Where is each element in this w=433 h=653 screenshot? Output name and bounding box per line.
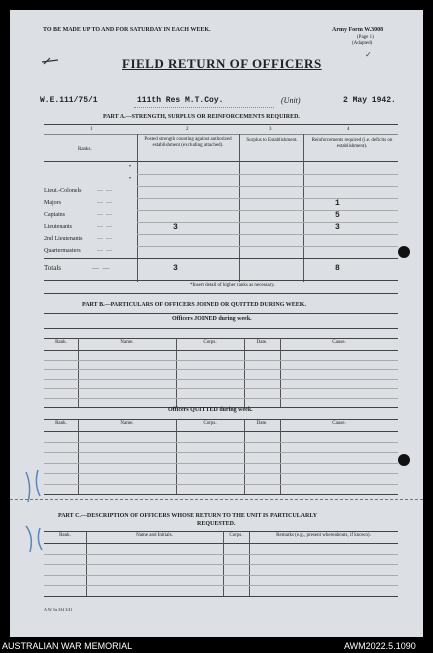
rank-dashes: — — <box>97 224 112 230</box>
quitted-col-header: Corps. <box>203 421 217 426</box>
col-number-1: 1 <box>90 127 93 132</box>
part-c-col-header: Remarks (e.g., present whereabouts, if known). <box>276 533 371 538</box>
footer-credit: AUSTRALIAN WAR MEMORIAL <box>2 641 133 651</box>
quitted-col-header: Date. <box>256 421 268 426</box>
row-rule <box>137 234 398 235</box>
quitted-col-header: Name. <box>120 421 134 426</box>
quitted-bottom-rule <box>44 494 398 495</box>
part-a-footnote: *Insert detail of higher ranks as necessary. <box>190 283 275 288</box>
perforation-line <box>10 499 423 500</box>
part-a-vline-1 <box>137 134 138 282</box>
part-c-bottom-rule <box>44 596 398 597</box>
rank-bullet: • <box>129 176 132 182</box>
rank-bullet: • <box>129 164 132 170</box>
row-rule <box>137 246 398 247</box>
punch-hole-top <box>398 246 410 258</box>
form-sheet <box>10 10 423 637</box>
part-c-title-line2: REQUESTED. <box>197 521 236 527</box>
ranks-header: Ranks. <box>78 147 92 152</box>
quitted-col-header: Rank. <box>55 421 67 426</box>
part-a-vline-3 <box>303 134 304 282</box>
joined-header-top-rule <box>44 328 398 329</box>
quitted-header-top-rule <box>44 419 398 420</box>
part-c-header-bottom-rule <box>44 543 398 544</box>
part-b-top-rule <box>44 313 398 314</box>
part-a-title: PART A.—STRENGTH, SURPLUS OR REINFORCEMENTS REQUIRED. <box>103 114 300 120</box>
totals-top-rule <box>44 258 398 259</box>
quitted-row-rule <box>44 484 398 485</box>
totals-label: Totals <box>44 264 62 272</box>
pencil-tick-mark: ✓ <box>365 50 372 59</box>
totals-bottom-rule <box>44 280 398 281</box>
reinforcement-value: 3 <box>335 223 340 232</box>
quitted-title: Officers QUITTED during week. <box>168 407 253 413</box>
form-number: Army Form W.3008 <box>332 27 384 33</box>
return-date: 2 May 1942. <box>343 96 396 105</box>
quitted-row-rule <box>44 452 398 453</box>
rank-dashes: — — <box>97 248 112 254</box>
surplus-header: Surplus to Establishment. <box>246 138 298 143</box>
joined-row-rule <box>44 388 398 389</box>
joined-row-rule <box>44 369 398 370</box>
quitted-col-header: Cause. <box>332 421 346 426</box>
punch-hole-bottom <box>398 454 410 466</box>
part-b-title: PART B.—PARTICULARS OF OFFICERS JOINED OR QUITTED DURING WEEK. <box>82 302 306 308</box>
unit-dotted-line <box>134 107 274 108</box>
part-c-row-rule <box>44 554 398 555</box>
rank-dashes: — — <box>97 212 112 218</box>
part-c-col-header: Rank. <box>59 533 71 538</box>
joined-row-rule <box>44 398 398 399</box>
instruction-text: TO BE MADE UP TO AND FOR SATURDAY IN EACH WEEK. <box>43 27 211 33</box>
joined-header-top-rule <box>44 338 398 339</box>
posted-value: 3 <box>173 223 178 232</box>
form-title: FIELD RETURN OF OFFICERS <box>122 56 322 71</box>
rank-label: 2nd Lieutenants <box>44 236 83 242</box>
rank-dashes: — — <box>97 236 112 242</box>
blue-pencil-mark <box>22 466 48 556</box>
part-c-row-rule <box>44 564 398 565</box>
page-label: (Page 1) <box>357 35 374 40</box>
we-reference: W.E.111/75/1 <box>40 96 98 105</box>
posted-header: Posted strength counting against authorized establishment (excluding attached). <box>144 137 232 148</box>
quitted-row-rule <box>44 442 398 443</box>
col-number-rule <box>44 134 398 135</box>
col-number-3: 3 <box>269 127 272 132</box>
quitted-row-rule <box>44 473 398 474</box>
row-rule <box>137 186 398 187</box>
unit-name: 111th Res M.T.Coy. <box>137 96 224 105</box>
part-a-vline-2 <box>239 134 240 282</box>
rank-label: Majors <box>44 200 61 206</box>
joined-col-header: Name. <box>120 340 134 345</box>
printer-mark: A.W. Its 334 3/41 <box>44 607 73 612</box>
part-c-col-header: Corps. <box>229 533 243 538</box>
joined-col-header: Date. <box>256 340 268 345</box>
part-c-row-rule <box>44 585 398 586</box>
col-number-2: 2 <box>186 127 189 132</box>
row-rule <box>137 198 398 199</box>
adapted-label: (Adapted) <box>352 41 373 46</box>
totals-posted: 3 <box>173 264 178 273</box>
part-c-title-line1: PART C.—DESCRIPTION OF OFFICERS WHOSE RETURN TO THE UNIT IS PARTICULARLY <box>58 513 318 519</box>
totals-dashes: — — <box>92 264 110 272</box>
joined-header-bottom-rule <box>44 350 398 351</box>
row-rule <box>137 210 398 211</box>
reinforcement-value: 1 <box>335 199 340 208</box>
rank-label: Quartermasters <box>44 248 81 254</box>
rank-label: Lieutenants <box>44 224 72 230</box>
row-rule <box>137 174 398 175</box>
totals-reinf: 8 <box>335 264 340 273</box>
rank-label: Lieut.-Colonels <box>44 188 82 194</box>
rank-dashes: — — <box>97 188 112 194</box>
part-c-header-top-rule <box>44 531 398 532</box>
reinforcements-header: Reinforcements required (i.e. deficits on establishment). <box>311 138 393 149</box>
joined-row-rule <box>44 360 398 361</box>
rank-label: Captains <box>44 212 65 218</box>
part-a-top-rule <box>44 124 398 125</box>
quitted-row-rule <box>44 463 398 464</box>
joined-col-header: Rank. <box>55 340 67 345</box>
joined-col-header: Corps. <box>203 340 217 345</box>
part-a-end-rule <box>44 293 398 294</box>
joined-col-header: Cause. <box>332 340 346 345</box>
joined-row-rule <box>44 379 398 380</box>
rank-dashes: — — <box>97 200 112 206</box>
ink-smudge-mark <box>40 54 60 68</box>
quitted-header-bottom-rule <box>44 431 398 432</box>
joined-title: Officers JOINED during week. <box>172 316 252 322</box>
part-c-row-rule <box>44 575 398 576</box>
footer-accession: AWM2022.5.1090 <box>344 641 416 651</box>
unit-label: (Unit) <box>281 96 301 105</box>
col-number-4: 4 <box>347 127 350 132</box>
footer-bar <box>0 640 433 653</box>
part-c-col-header: Name and Initials. <box>136 533 173 538</box>
reinforcement-value: 5 <box>335 211 340 220</box>
header-bottom-rule <box>44 161 398 162</box>
